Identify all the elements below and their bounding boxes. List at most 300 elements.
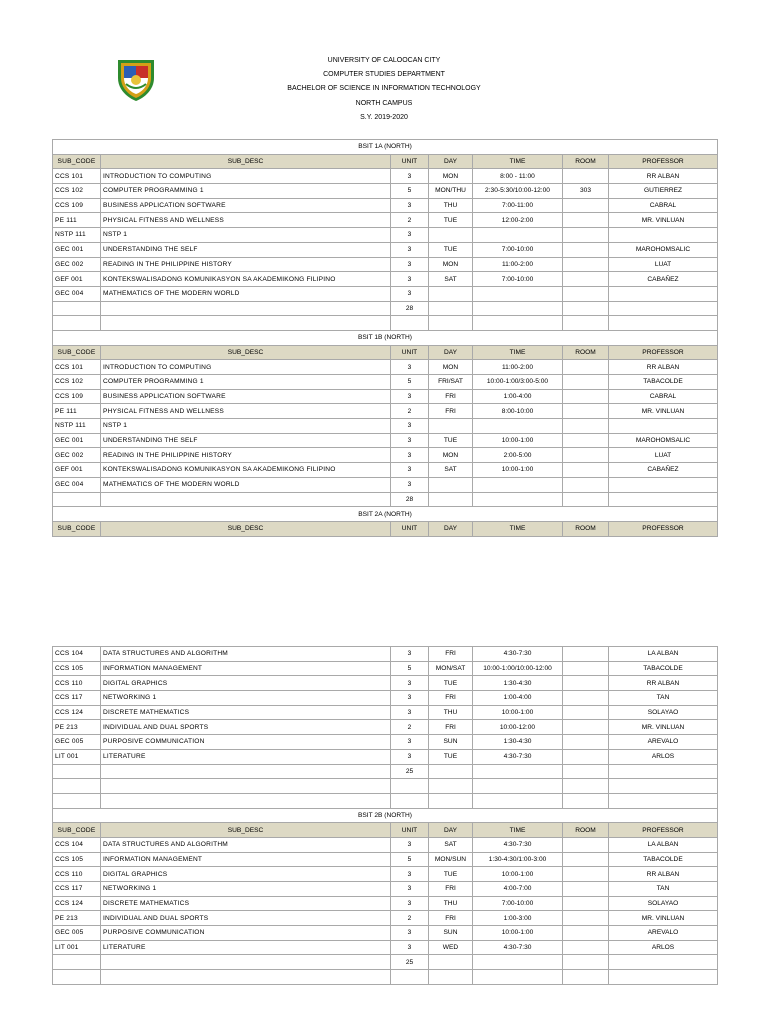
- day-cell: [429, 419, 473, 434]
- sub-desc-cell: LITERATURE: [101, 749, 391, 764]
- col-unit-header: UNIT: [391, 521, 429, 536]
- table-row: [53, 705, 718, 720]
- column-header-row: [53, 154, 718, 169]
- room-cell: [563, 926, 609, 941]
- table-row: [53, 661, 718, 676]
- room-cell: [563, 419, 609, 434]
- empty-cell: [473, 779, 563, 794]
- table-row: [53, 448, 718, 463]
- sub-desc-cell: NSTP 1: [101, 419, 391, 434]
- col-unit-header: UNIT: [391, 345, 429, 360]
- empty-cell: [429, 316, 473, 331]
- room-cell: [563, 448, 609, 463]
- table-row: [53, 419, 718, 434]
- room-cell: [563, 661, 609, 676]
- empty-cell: [53, 955, 101, 970]
- sub-desc-cell: COMPUTER PROGRAMMING 1: [101, 184, 391, 199]
- sub-desc-cell: INFORMATION MANAGEMENT: [101, 852, 391, 867]
- day-cell: [429, 477, 473, 492]
- university-seal-logo: [112, 56, 160, 102]
- day-cell: FRI: [429, 389, 473, 404]
- empty-cell: [101, 955, 391, 970]
- blank-row: [53, 316, 718, 331]
- room-cell: [563, 389, 609, 404]
- day-cell: TUE: [429, 242, 473, 257]
- empty-cell: [391, 793, 429, 808]
- professor-cell: AREVALO: [609, 735, 718, 750]
- time-cell: [473, 477, 563, 492]
- col-sub-code-header: SUB_CODE: [53, 345, 101, 360]
- section-title: BSIT 2B (NORTH): [53, 808, 718, 823]
- empty-cell: [101, 492, 391, 507]
- unit-cell: 3: [391, 433, 429, 448]
- sub-code-cell: CCS 110: [53, 867, 101, 882]
- section-title-row: [53, 140, 718, 155]
- empty-cell: [473, 793, 563, 808]
- unit-cell: 3: [391, 867, 429, 882]
- time-cell: 1:00-4:00: [473, 691, 563, 706]
- empty-cell: [101, 970, 391, 985]
- table-row: [53, 257, 718, 272]
- units-total: 28: [391, 492, 429, 507]
- room-cell: [563, 286, 609, 301]
- sub-desc-cell: MATHEMATICS OF THE MODERN WORLD: [101, 477, 391, 492]
- day-cell: SAT: [429, 272, 473, 287]
- unit-cell: 3: [391, 926, 429, 941]
- time-cell: 10:00-1:00: [473, 463, 563, 478]
- sub-desc-cell: BUSINESS APPLICATION SOFTWARE: [101, 198, 391, 213]
- room-cell: [563, 257, 609, 272]
- professor-cell: TAN: [609, 691, 718, 706]
- col-time-header: TIME: [473, 154, 563, 169]
- col-sub-code-header: SUB_CODE: [53, 521, 101, 536]
- sub-code-cell: LIT 001: [53, 749, 101, 764]
- room-cell: 303: [563, 184, 609, 199]
- empty-cell: [563, 779, 609, 794]
- professor-cell: LA ALBAN: [609, 837, 718, 852]
- table-row: [53, 463, 718, 478]
- sub-code-cell: GEC 002: [53, 448, 101, 463]
- empty-cell: [429, 779, 473, 794]
- time-cell: 1:30-4:30: [473, 735, 563, 750]
- table-row: [53, 272, 718, 287]
- empty-cell: [563, 955, 609, 970]
- sub-code-cell: CCS 104: [53, 647, 101, 662]
- section-title: BSIT 1A (NORTH): [53, 140, 718, 155]
- campus-name: NORTH CAMPUS: [355, 99, 413, 107]
- sub-code-cell: CCS 117: [53, 691, 101, 706]
- day-cell: THU: [429, 896, 473, 911]
- sub-desc-cell: NETWORKING 1: [101, 691, 391, 706]
- unit-cell: 5: [391, 184, 429, 199]
- table-row: [53, 198, 718, 213]
- col-room-header: ROOM: [563, 521, 609, 536]
- professor-cell: MAROHOMSALIC: [609, 242, 718, 257]
- unit-cell: 5: [391, 661, 429, 676]
- sub-code-cell: CCS 102: [53, 184, 101, 199]
- table-row: [53, 852, 718, 867]
- day-cell: TUE: [429, 213, 473, 228]
- day-cell: SUN: [429, 735, 473, 750]
- time-cell: 7:00-10:00: [473, 896, 563, 911]
- table-row: [53, 926, 718, 941]
- empty-cell: [391, 316, 429, 331]
- sub-desc-cell: LITERATURE: [101, 940, 391, 955]
- col-time-header: TIME: [473, 521, 563, 536]
- sub-desc-cell: BUSINESS APPLICATION SOFTWARE: [101, 389, 391, 404]
- time-cell: 2:30-5:30/10:00-12:00: [473, 184, 563, 199]
- table-row: [53, 404, 718, 419]
- time-cell: 1:30-4:30/1:00-3:00: [473, 852, 563, 867]
- sub-code-cell: GEC 005: [53, 735, 101, 750]
- room-cell: [563, 882, 609, 897]
- day-cell: SAT: [429, 463, 473, 478]
- sub-code-cell: GEF 001: [53, 463, 101, 478]
- professor-cell: MR. VINLUAN: [609, 911, 718, 926]
- sub-code-cell: CCS 124: [53, 896, 101, 911]
- table-row: [53, 286, 718, 301]
- column-header-row: [53, 823, 718, 838]
- day-cell: MON/SUN: [429, 852, 473, 867]
- sub-code-cell: LIT 001: [53, 940, 101, 955]
- time-cell: 7:00-10:00: [473, 272, 563, 287]
- empty-cell: [563, 492, 609, 507]
- unit-cell: 3: [391, 940, 429, 955]
- time-cell: 10:00-1:00/3:00-5:00: [473, 375, 563, 390]
- time-cell: 2:00-5:00: [473, 448, 563, 463]
- day-cell: [429, 228, 473, 243]
- professor-cell: [609, 228, 718, 243]
- empty-cell: [609, 492, 718, 507]
- school-year: S.Y. 2019-2020: [360, 113, 408, 121]
- time-cell: 1:00-3:00: [473, 911, 563, 926]
- unit-cell: 2: [391, 720, 429, 735]
- col-day-header: DAY: [429, 154, 473, 169]
- empty-cell: [429, 764, 473, 779]
- empty-cell: [473, 955, 563, 970]
- table-row: [53, 647, 718, 662]
- unit-cell: 3: [391, 882, 429, 897]
- time-cell: 4:30-7:30: [473, 647, 563, 662]
- unit-cell: 5: [391, 852, 429, 867]
- empty-cell: [101, 793, 391, 808]
- sub-desc-cell: DISCRETE MATHEMATICS: [101, 896, 391, 911]
- column-header-row: [53, 345, 718, 360]
- empty-cell: [609, 764, 718, 779]
- time-cell: [473, 419, 563, 434]
- unit-cell: 2: [391, 213, 429, 228]
- room-cell: [563, 477, 609, 492]
- empty-cell: [609, 970, 718, 985]
- professor-cell: TABACOLDE: [609, 661, 718, 676]
- time-cell: 10:00-1:00: [473, 867, 563, 882]
- program-name: BACHELOR OF SCIENCE IN INFORMATION TECHNOLOGY: [287, 85, 481, 93]
- unit-cell: 3: [391, 647, 429, 662]
- empty-cell: [473, 316, 563, 331]
- sub-desc-cell: UNDERSTANDING THE SELF: [101, 433, 391, 448]
- professor-cell: MR. VINLUAN: [609, 213, 718, 228]
- unit-cell: 3: [391, 691, 429, 706]
- professor-cell: LA ALBAN: [609, 647, 718, 662]
- professor-cell: AREVALO: [609, 926, 718, 941]
- table-row: [53, 940, 718, 955]
- empty-cell: [101, 301, 391, 316]
- empty-cell: [429, 793, 473, 808]
- professor-cell: RR ALBAN: [609, 169, 718, 184]
- empty-cell: [563, 316, 609, 331]
- empty-cell: [429, 301, 473, 316]
- col-professor-header: PROFESSOR: [609, 154, 718, 169]
- empty-cell: [429, 492, 473, 507]
- time-cell: 11:00-2:00: [473, 257, 563, 272]
- sub-desc-cell: NETWORKING 1: [101, 882, 391, 897]
- section-title-row: [53, 808, 718, 823]
- empty-cell: [473, 301, 563, 316]
- day-cell: FRI: [429, 404, 473, 419]
- sub-desc-cell: INTRODUCTION TO COMPUTING: [101, 169, 391, 184]
- day-cell: THU: [429, 198, 473, 213]
- room-cell: [563, 837, 609, 852]
- day-cell: WED: [429, 940, 473, 955]
- room-cell: [563, 705, 609, 720]
- sub-desc-cell: DIGITAL GRAPHICS: [101, 867, 391, 882]
- room-cell: [563, 433, 609, 448]
- sub-code-cell: CCS 124: [53, 705, 101, 720]
- professor-cell: MR. VINLUAN: [609, 720, 718, 735]
- sub-desc-cell: PHYSICAL FITNESS AND WELLNESS: [101, 213, 391, 228]
- room-cell: [563, 213, 609, 228]
- table-row: [53, 882, 718, 897]
- table-row: [53, 169, 718, 184]
- col-professor-header: PROFESSOR: [609, 521, 718, 536]
- table-row: [53, 375, 718, 390]
- empty-cell: [53, 492, 101, 507]
- sub-code-cell: GEC 005: [53, 926, 101, 941]
- unit-cell: 3: [391, 198, 429, 213]
- professor-cell: TAN: [609, 882, 718, 897]
- time-cell: 10:00-12:00: [473, 720, 563, 735]
- sub-code-cell: CCS 117: [53, 882, 101, 897]
- empty-cell: [609, 793, 718, 808]
- col-unit-header: UNIT: [391, 823, 429, 838]
- sub-desc-cell: DATA STRUCTURES AND ALGORITHM: [101, 647, 391, 662]
- sub-code-cell: GEC 002: [53, 257, 101, 272]
- time-cell: 10:00-1:00: [473, 926, 563, 941]
- sub-desc-cell: PURPOSIVE COMMUNICATION: [101, 926, 391, 941]
- unit-cell: 3: [391, 272, 429, 287]
- table-row: [53, 676, 718, 691]
- sub-desc-cell: MATHEMATICS OF THE MODERN WORLD: [101, 286, 391, 301]
- col-sub-code-header: SUB_CODE: [53, 823, 101, 838]
- table-row: [53, 184, 718, 199]
- blank-row: [53, 793, 718, 808]
- sub-code-cell: CCS 104: [53, 837, 101, 852]
- col-room-header: ROOM: [563, 823, 609, 838]
- blank-row: [53, 970, 718, 985]
- sub-code-cell: PE 213: [53, 911, 101, 926]
- col-day-header: DAY: [429, 521, 473, 536]
- unit-cell: 3: [391, 749, 429, 764]
- units-total-row: [53, 492, 718, 507]
- professor-cell: [609, 419, 718, 434]
- sub-desc-cell: COMPUTER PROGRAMMING 1: [101, 375, 391, 390]
- sub-desc-cell: UNDERSTANDING THE SELF: [101, 242, 391, 257]
- time-cell: 7:00-10:00: [473, 242, 563, 257]
- table-row: [53, 720, 718, 735]
- unit-cell: 3: [391, 389, 429, 404]
- time-cell: 11:00-2:00: [473, 360, 563, 375]
- unit-cell: 2: [391, 911, 429, 926]
- table-row: [53, 749, 718, 764]
- empty-cell: [563, 793, 609, 808]
- empty-cell: [429, 970, 473, 985]
- empty-cell: [391, 970, 429, 985]
- day-cell: FRI: [429, 911, 473, 926]
- units-total-row: [53, 301, 718, 316]
- time-cell: [473, 228, 563, 243]
- empty-cell: [563, 301, 609, 316]
- table-row: [53, 735, 718, 750]
- col-room-header: ROOM: [563, 154, 609, 169]
- professor-cell: ARLOS: [609, 940, 718, 955]
- professor-cell: CABAÑEZ: [609, 463, 718, 478]
- room-cell: [563, 375, 609, 390]
- unit-cell: 3: [391, 676, 429, 691]
- table-row: [53, 228, 718, 243]
- units-total-row: [53, 764, 718, 779]
- time-cell: 10:00-1:00/10:00-12:00: [473, 661, 563, 676]
- professor-cell: RR ALBAN: [609, 676, 718, 691]
- professor-cell: GUTIERREZ: [609, 184, 718, 199]
- room-cell: [563, 272, 609, 287]
- col-day-header: DAY: [429, 823, 473, 838]
- table-row: [53, 242, 718, 257]
- sub-code-cell: GEC 004: [53, 286, 101, 301]
- time-cell: 10:00-1:00: [473, 705, 563, 720]
- day-cell: FRI: [429, 647, 473, 662]
- table-row: [53, 837, 718, 852]
- room-cell: [563, 228, 609, 243]
- unit-cell: 3: [391, 705, 429, 720]
- sub-desc-cell: NSTP 1: [101, 228, 391, 243]
- room-cell: [563, 749, 609, 764]
- col-sub-code-header: SUB_CODE: [53, 154, 101, 169]
- empty-cell: [563, 970, 609, 985]
- room-cell: [563, 198, 609, 213]
- professor-cell: RR ALBAN: [609, 360, 718, 375]
- sub-code-cell: CCS 109: [53, 198, 101, 213]
- sub-desc-cell: INTRODUCTION TO COMPUTING: [101, 360, 391, 375]
- room-cell: [563, 720, 609, 735]
- professor-cell: SOLAYAO: [609, 705, 718, 720]
- room-cell: [563, 867, 609, 882]
- units-total: 28: [391, 301, 429, 316]
- sub-code-cell: CCS 109: [53, 389, 101, 404]
- empty-cell: [473, 492, 563, 507]
- sub-desc-cell: PURPOSIVE COMMUNICATION: [101, 735, 391, 750]
- day-cell: THU: [429, 705, 473, 720]
- professor-cell: TABACOLDE: [609, 375, 718, 390]
- empty-cell: [53, 301, 101, 316]
- professor-cell: CABRAL: [609, 198, 718, 213]
- day-cell: SUN: [429, 926, 473, 941]
- empty-cell: [53, 793, 101, 808]
- blank-row: [53, 779, 718, 794]
- sub-desc-cell: DATA STRUCTURES AND ALGORITHM: [101, 837, 391, 852]
- sub-desc-cell: PHYSICAL FITNESS AND WELLNESS: [101, 404, 391, 419]
- day-cell: FRI/SAT: [429, 375, 473, 390]
- unit-cell: 3: [391, 169, 429, 184]
- room-cell: [563, 940, 609, 955]
- time-cell: 1:30-4:30: [473, 676, 563, 691]
- unit-cell: 3: [391, 242, 429, 257]
- table-row: [53, 360, 718, 375]
- sub-code-cell: PE 111: [53, 404, 101, 419]
- department-name: COMPUTER STUDIES DEPARTMENT: [323, 71, 445, 79]
- sub-desc-cell: INDIVIDUAL AND DUAL SPORTS: [101, 911, 391, 926]
- sub-code-cell: PE 111: [53, 213, 101, 228]
- university-name: UNIVERSITY OF CALOOCAN CITY: [327, 57, 441, 64]
- empty-cell: [101, 316, 391, 331]
- schedule-table-upper: [52, 139, 718, 537]
- unit-cell: 3: [391, 286, 429, 301]
- room-cell: [563, 242, 609, 257]
- professor-cell: [609, 477, 718, 492]
- empty-cell: [53, 970, 101, 985]
- empty-cell: [53, 316, 101, 331]
- room-cell: [563, 360, 609, 375]
- day-cell: MON: [429, 257, 473, 272]
- professor-cell: SOLAYAO: [609, 896, 718, 911]
- table-row: [53, 433, 718, 448]
- time-cell: 4:30-7:30: [473, 837, 563, 852]
- day-cell: TUE: [429, 433, 473, 448]
- section-title: BSIT 1B (NORTH): [53, 330, 718, 345]
- professor-cell: LUAT: [609, 257, 718, 272]
- table-row: [53, 477, 718, 492]
- day-cell: SAT: [429, 837, 473, 852]
- units-total: 25: [391, 764, 429, 779]
- professor-cell: ARLOS: [609, 749, 718, 764]
- empty-cell: [391, 779, 429, 794]
- sub-desc-cell: KONTEKSWALISADONG KOMUNIKASYON SA AKADEMIKONG FILIPINO: [101, 463, 391, 478]
- col-professor-header: PROFESSOR: [609, 345, 718, 360]
- table-row: [53, 896, 718, 911]
- table-row: [53, 389, 718, 404]
- sub-code-cell: GEC 001: [53, 433, 101, 448]
- room-cell: [563, 735, 609, 750]
- sub-desc-cell: INFORMATION MANAGEMENT: [101, 661, 391, 676]
- professor-cell: CABAÑEZ: [609, 272, 718, 287]
- col-professor-header: PROFESSOR: [609, 823, 718, 838]
- section-title-row: [53, 330, 718, 345]
- sub-code-cell: GEC 001: [53, 242, 101, 257]
- time-cell: 12:00-2:00: [473, 213, 563, 228]
- time-cell: 7:00-11:00: [473, 198, 563, 213]
- professor-cell: [609, 286, 718, 301]
- day-cell: FRI: [429, 720, 473, 735]
- time-cell: 8:00 - 11:00: [473, 169, 563, 184]
- room-cell: [563, 463, 609, 478]
- empty-cell: [473, 764, 563, 779]
- table-row: [53, 867, 718, 882]
- unit-cell: 5: [391, 375, 429, 390]
- empty-cell: [53, 764, 101, 779]
- sub-code-cell: PE 213: [53, 720, 101, 735]
- sub-code-cell: NSTP 111: [53, 419, 101, 434]
- sub-code-cell: NSTP 111: [53, 228, 101, 243]
- unit-cell: 3: [391, 735, 429, 750]
